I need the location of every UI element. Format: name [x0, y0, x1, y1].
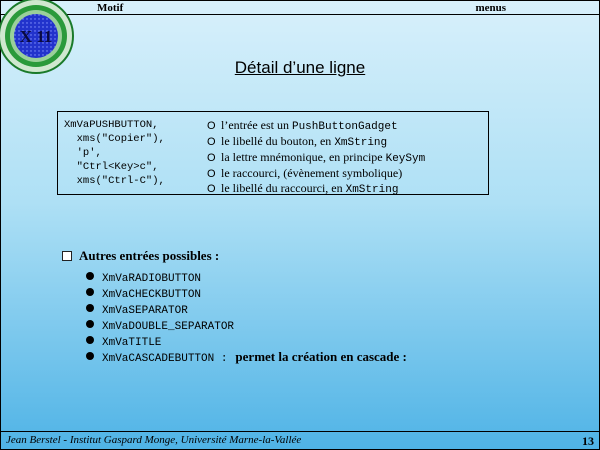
code-line: xms("Ctrl-C"),	[64, 175, 165, 187]
bullet-dot-icon	[86, 288, 94, 296]
page-title: Détail d’une ligne	[234, 58, 366, 77]
description-line	[207, 166, 425, 181]
list-item-code: XmVaTITLE	[102, 337, 162, 349]
header-left: Motif	[97, 2, 124, 14]
description-text: le libellé du raccourci, en	[221, 181, 346, 195]
code-line: xms("Copier"),	[64, 133, 165, 145]
description-code: XmString	[334, 137, 388, 149]
code-line: "Ctrl<Key>c",	[64, 161, 159, 173]
list-item	[86, 285, 407, 301]
page-number: 13	[582, 434, 594, 448]
code-line: 'p',	[64, 147, 102, 159]
bullet-dot-icon	[86, 352, 94, 360]
code-example-box	[57, 111, 489, 195]
svg-text:X 11: X 11	[19, 27, 53, 46]
footer-credit: Jean Berstel - Institut Gaspard Monge, Université Marne-la-Vallée	[6, 434, 302, 446]
footer-rule	[0, 431, 600, 432]
list-item	[86, 317, 407, 333]
header-rule	[0, 14, 600, 15]
list-item	[86, 349, 407, 365]
bullet-dot-icon	[86, 272, 94, 280]
code-descriptions	[207, 118, 425, 197]
section-heading	[62, 248, 219, 264]
description-text: le libellé du bouton, en	[221, 134, 335, 148]
description-text: l’entrée est un	[221, 118, 292, 132]
header-right: menus	[475, 2, 506, 14]
description-line	[207, 181, 425, 197]
code-line: XmVaPUSHBUTTON,	[64, 119, 159, 131]
circle-bullet-icon: O	[207, 168, 216, 180]
description-code: PushButtonGadget	[291, 121, 398, 133]
list-item	[86, 333, 407, 349]
description-text: la lettre mnémonique, en principe	[221, 150, 386, 164]
list-item-code: XmVaDOUBLE_SEPARATOR	[102, 321, 235, 333]
list-item-code: XmVaCASCADEBUTTON :	[102, 353, 228, 365]
bullet-dot-icon	[86, 304, 94, 312]
list-item-code: XmVaCHECKBUTTON	[102, 289, 202, 301]
description-code: XmString	[345, 184, 399, 196]
circle-bullet-icon: O	[207, 120, 216, 132]
description-line	[207, 134, 425, 150]
list-item	[86, 301, 407, 317]
entry-list	[86, 269, 407, 365]
bullet-dot-icon	[86, 320, 94, 328]
description-text: le raccourci, (évènement symbolique)	[221, 166, 403, 180]
description-line	[207, 118, 425, 134]
list-item-code: XmVaSEPARATOR	[102, 305, 188, 317]
section-title: Autres entrées possibles :	[79, 248, 220, 263]
code-listing	[64, 118, 165, 188]
bullet-dot-icon	[86, 336, 94, 344]
checkbox-bullet-icon	[62, 251, 72, 261]
list-item	[86, 269, 407, 285]
circle-bullet-icon: O	[207, 152, 216, 164]
description-line	[207, 150, 425, 166]
circle-bullet-icon: O	[207, 183, 216, 195]
description-code: KeySym	[385, 153, 426, 165]
list-item-note: permet la création en cascade :	[235, 349, 407, 364]
list-item-code: XmVaRADIOBUTTON	[102, 273, 202, 285]
circle-bullet-icon: O	[207, 136, 216, 148]
